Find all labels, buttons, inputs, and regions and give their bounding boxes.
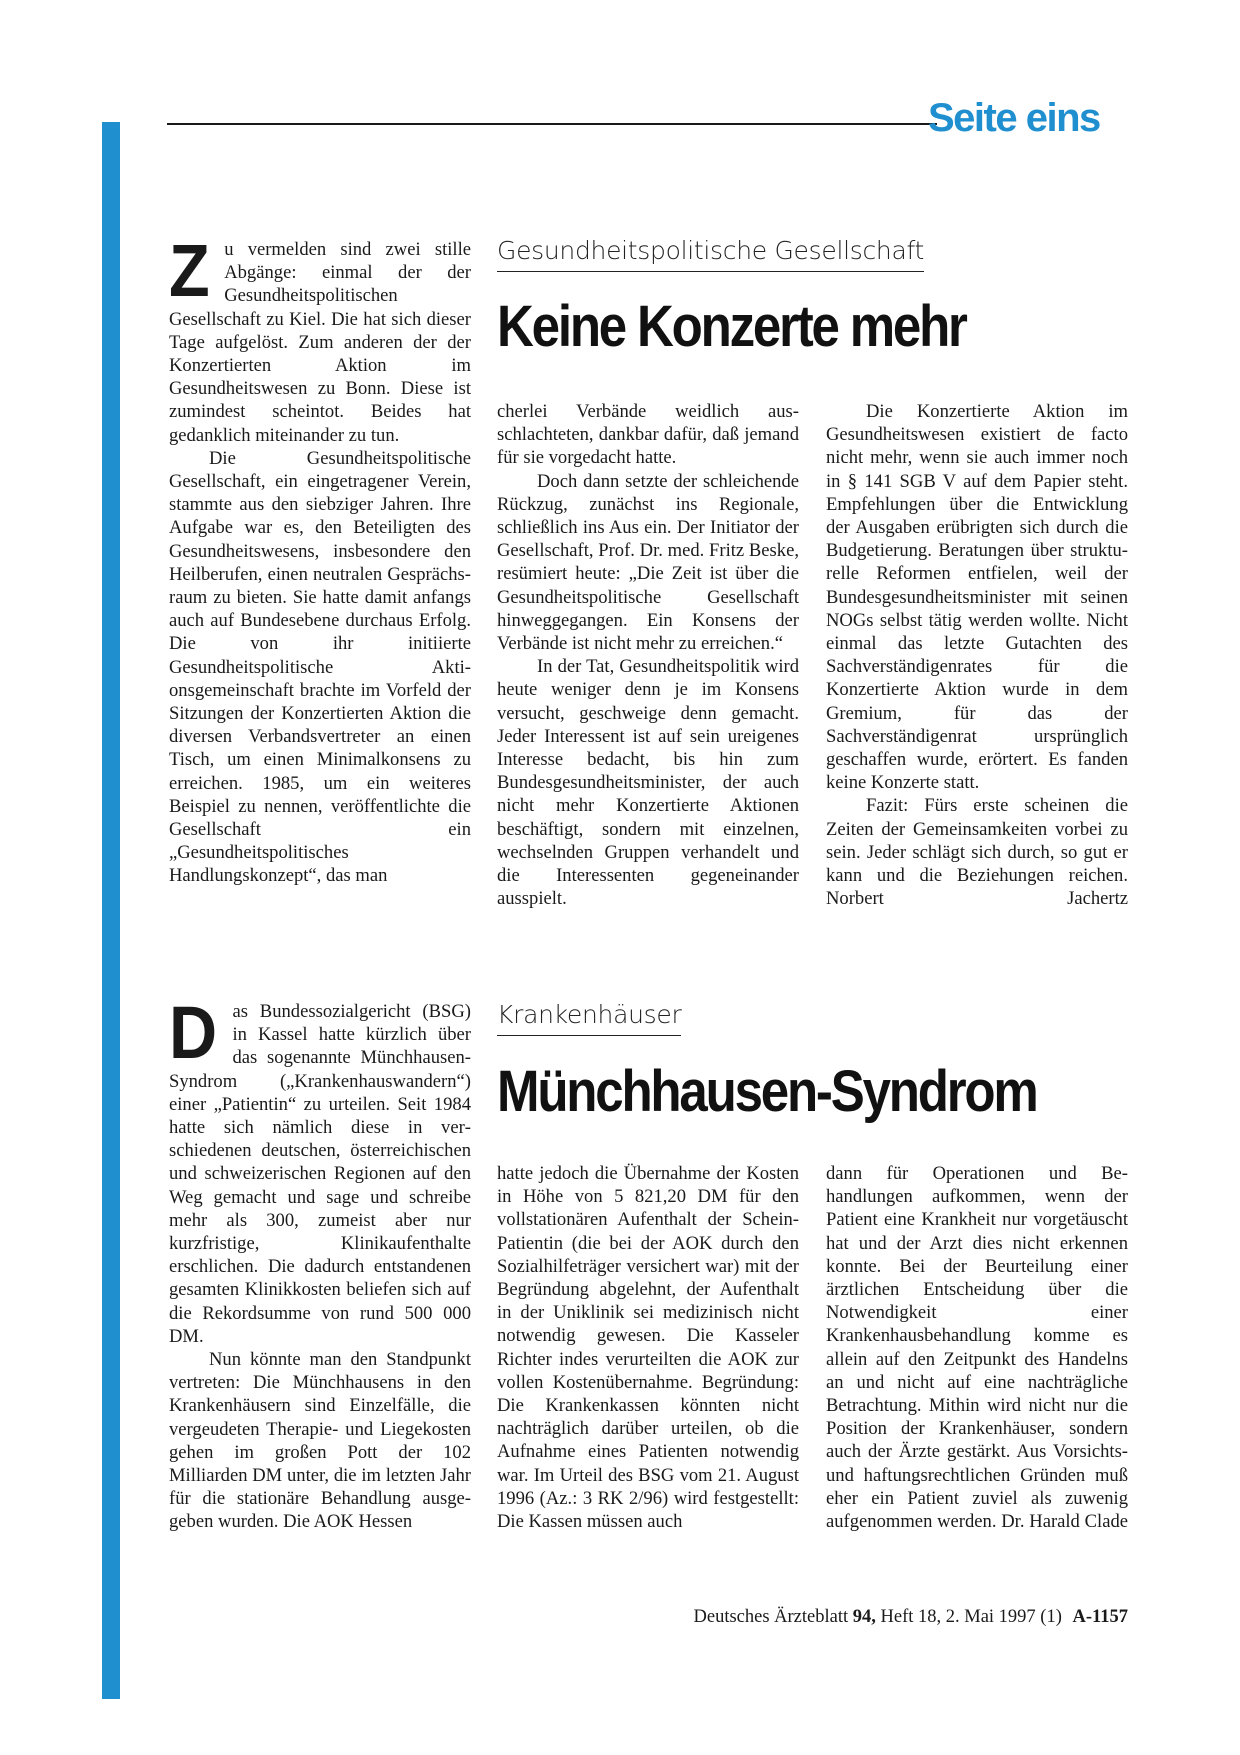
article2-kicker: Krankenhäuser: [497, 1000, 681, 1036]
article1-paragraph: Doch dann setzte der schleichende Rückzug, zunächst ins Regionale, schließlich ins Aus ein. Der Initiator der Gesellschaft, Prof. Dr. med. Fritz Beske, resümiert heute: „Die Zeit ist über die Gesundheitspolitische Gesellschaft hinweggegangen. Ein Konsens der Verbände ist nicht mehr zu erreichen.“: [497, 470, 799, 655]
article1-paragraph: In der Tat, Gesundheitspolitik wird heute weniger denn je im Konsens versucht, geschweige denn gemacht. Jeder Interessent ist auf sein ureigenes Interesse bedacht, bis hin zum Bundesgesundheitsminister, der auch nicht mehr Konzertierte Aktionen beschäftigt, sondern mit einzelnen, wechselnden Gruppen verhandelt und die Interessenten gegeneinander ausspielt.: [497, 656, 799, 910]
article1-kicker: Gesundheitspolitische Gesellschaft: [497, 236, 924, 272]
article1-column-3: [826, 400, 1128, 910]
header-rule: [167, 123, 937, 125]
article1-paragraph: u vermelden sind zwei stille Abgänge: einmal der der Gesundheitspolitischen Gesellschaft zu Kiel. Die hat sich dieser Tage aufgelöst. Zum anderen der der Konzertierten Aktion im Gesundheitswesen zu Bonn. Diese ist zumindest scheintot. Beides hat gedanklich miteinander zu tun.: [169, 239, 471, 446]
article2-column-2: [497, 1162, 799, 1533]
article1-paragraph: Die Konzertierte Aktion im Gesundheitswesen existiert de facto nicht mehr, wenn sie auch immer noch in § 141 SGB V auf dem Papier steht. Empfehlungen über die Entwicklung der Ausgaben erübrigten sich durch die Budgetierung. Beratungen über strukturelle Reformen entfielen, weil der Bundesgesundheitsminister mit seinen NOGs selbst tätig werden wollte. Nicht einmal das letzte Gutachten des Sachverständigenrates für die Konzertierte Aktion wurde in dem Gremium, für das der Sachverständigenrat ursprünglich geschaffen wurde, erörtert. Es fanden keine Konzerte statt.: [826, 401, 1128, 794]
article2-paragraph: as Bundessozialgericht (BSG) in Kassel hatte kürzlich über das sogenannte Münchhausen-Syndrom („Krankenhauswandern“) einer „Patientin“ zu urteilen. Seit 1984 hatte sich nämlich diese in verschiedenen deutschen, österreichischen und schweizerischen Regionen auf den Weg gemacht und sage und schreibe mehr als 300, zumeist aber nur kurzfristige, Klinikaufenthalte erschlichen. Die dadurch entstandenen gesamten Klinikkosten beliefen sich auf die Rekordsumme von rund 500 000 DM.: [169, 1001, 471, 1347]
article2-dropcap: D: [169, 991, 218, 1074]
article2-paragraph-signature: dann für Operationen und Behandlungen aufkommen, wenn der Patient eine Krankheit nur vorgetäuscht hat und der Arzt dies nicht erkennen konnte. Bei der Beurteilung einer ärztlichen Entscheidung über die Notwendigkeit einer Krankenhausbehandlung komme es allein auf den Zeitpunkt des Handelns an und nicht auf eine nachträgliche Betrachtung. Mithin wird nicht nur die Position der Krankenhäuser, sondern auch der Ärzte gestärkt. Aus Vorsichts- und haftungsrechtlichen Gründen muß eher ein Patient zuviel als zuwenig aufgenommen werden. Dr. Harald Clade: [826, 1163, 1128, 1533]
article1-headline: Keine Konzerte mehr: [497, 294, 966, 359]
article1-paragraph: cherlei Verbände weidlich ausschlachteten, dankbar dafür, daß jemand für sie vorgedacht hatte.: [497, 401, 799, 469]
article2-headline: Münchhausen-Syndrom: [497, 1059, 1037, 1124]
footer-page-number: A-1157: [1072, 1607, 1128, 1627]
article1-dropcap: Z: [169, 229, 210, 312]
article1-column-2: [497, 400, 799, 910]
article2-column-1: [169, 991, 471, 1534]
article2-column-3: [826, 1162, 1128, 1533]
footer-publication: Deutsches Ärzteblatt: [693, 1607, 849, 1627]
section-title: Seite eins: [928, 96, 1100, 140]
article1-column-1: [169, 229, 471, 888]
article1-paragraph-signature: Fazit: Fürs erste scheinen die Zeiten der Gemeinsamkeiten vorbei zu sein. Jeder schlägt sich durch, so gut er kann und die Beziehungen reichen. Norbert Jachertz: [826, 795, 1128, 910]
footer-volume: 94,: [852, 1607, 876, 1627]
article2-paragraph: Nun könnte man den Standpunkt vertreten: Die Münchhausens in den Krankenhäusern sind Einzelfälle, die vergeudeten Therapie- und Liegekosten gehen im großen Pott der 102 Milliarden DM unter, die im letzten Jahr für die stationäre Behandlung ausgegeben wurden. Die AOK Hessen: [169, 1349, 471, 1533]
footer-issue: Heft 18, 2. Mai 1997 (1): [880, 1607, 1062, 1627]
article2-paragraph: hatte jedoch die Übernahme der Kosten in Höhe von 5 821,20 DM für den vollstationären Aufenthalt der Schein-Patientin (die bei der AOK durch den Sozialhilfeträger versichert war) mit der Begründung abgelehnt, der Aufenthalt in der Uniklinik sei medizinisch nicht notwendig gewesen. Die Kasseler Richter indes verurteilten die AOK zur vollen Kostenübernahme. Begründung: Die Krankenkassen könnten nicht nachträglich darüber urteilen, ob die Aufnahme eines Patienten notwendig war. Im Urteil des BSG vom 21. August 1996 (Az.: 3 RK 2/96) wird festgestellt: Die Kassen müssen auch: [497, 1163, 799, 1533]
sidebar-accent-bar: [102, 122, 120, 1699]
article1-paragraph: Die Gesundheitspolitische Gesellschaft, ein eingetragener Verein, stammte aus den siebziger Jahren. Ihre Aufgabe war es, den Beteiligten des Gesundheitswesens, insbesondere den Heilberufen, einen neutralen Gesprächsraum zu bieten. Sie hatte damit anfangs auch auf Bundesebene durchaus Erfolg. Die von ihr initiierte Gesundheitspolitische Aktionsgemeinschaft brachte im Vorfeld der Sitzungen der Konzertierten Aktion die diversen Verbandsvertreter an einen Tisch, um einen Minimalkonsens zu erreichen. 1985, um ein weiteres Beispiel zu nennen, veröffentlichte die Gesellschaft ein „Gesundheitspolitisches Handlungskonzept“, das man: [169, 447, 471, 887]
page-footer: [650, 1607, 1128, 1628]
